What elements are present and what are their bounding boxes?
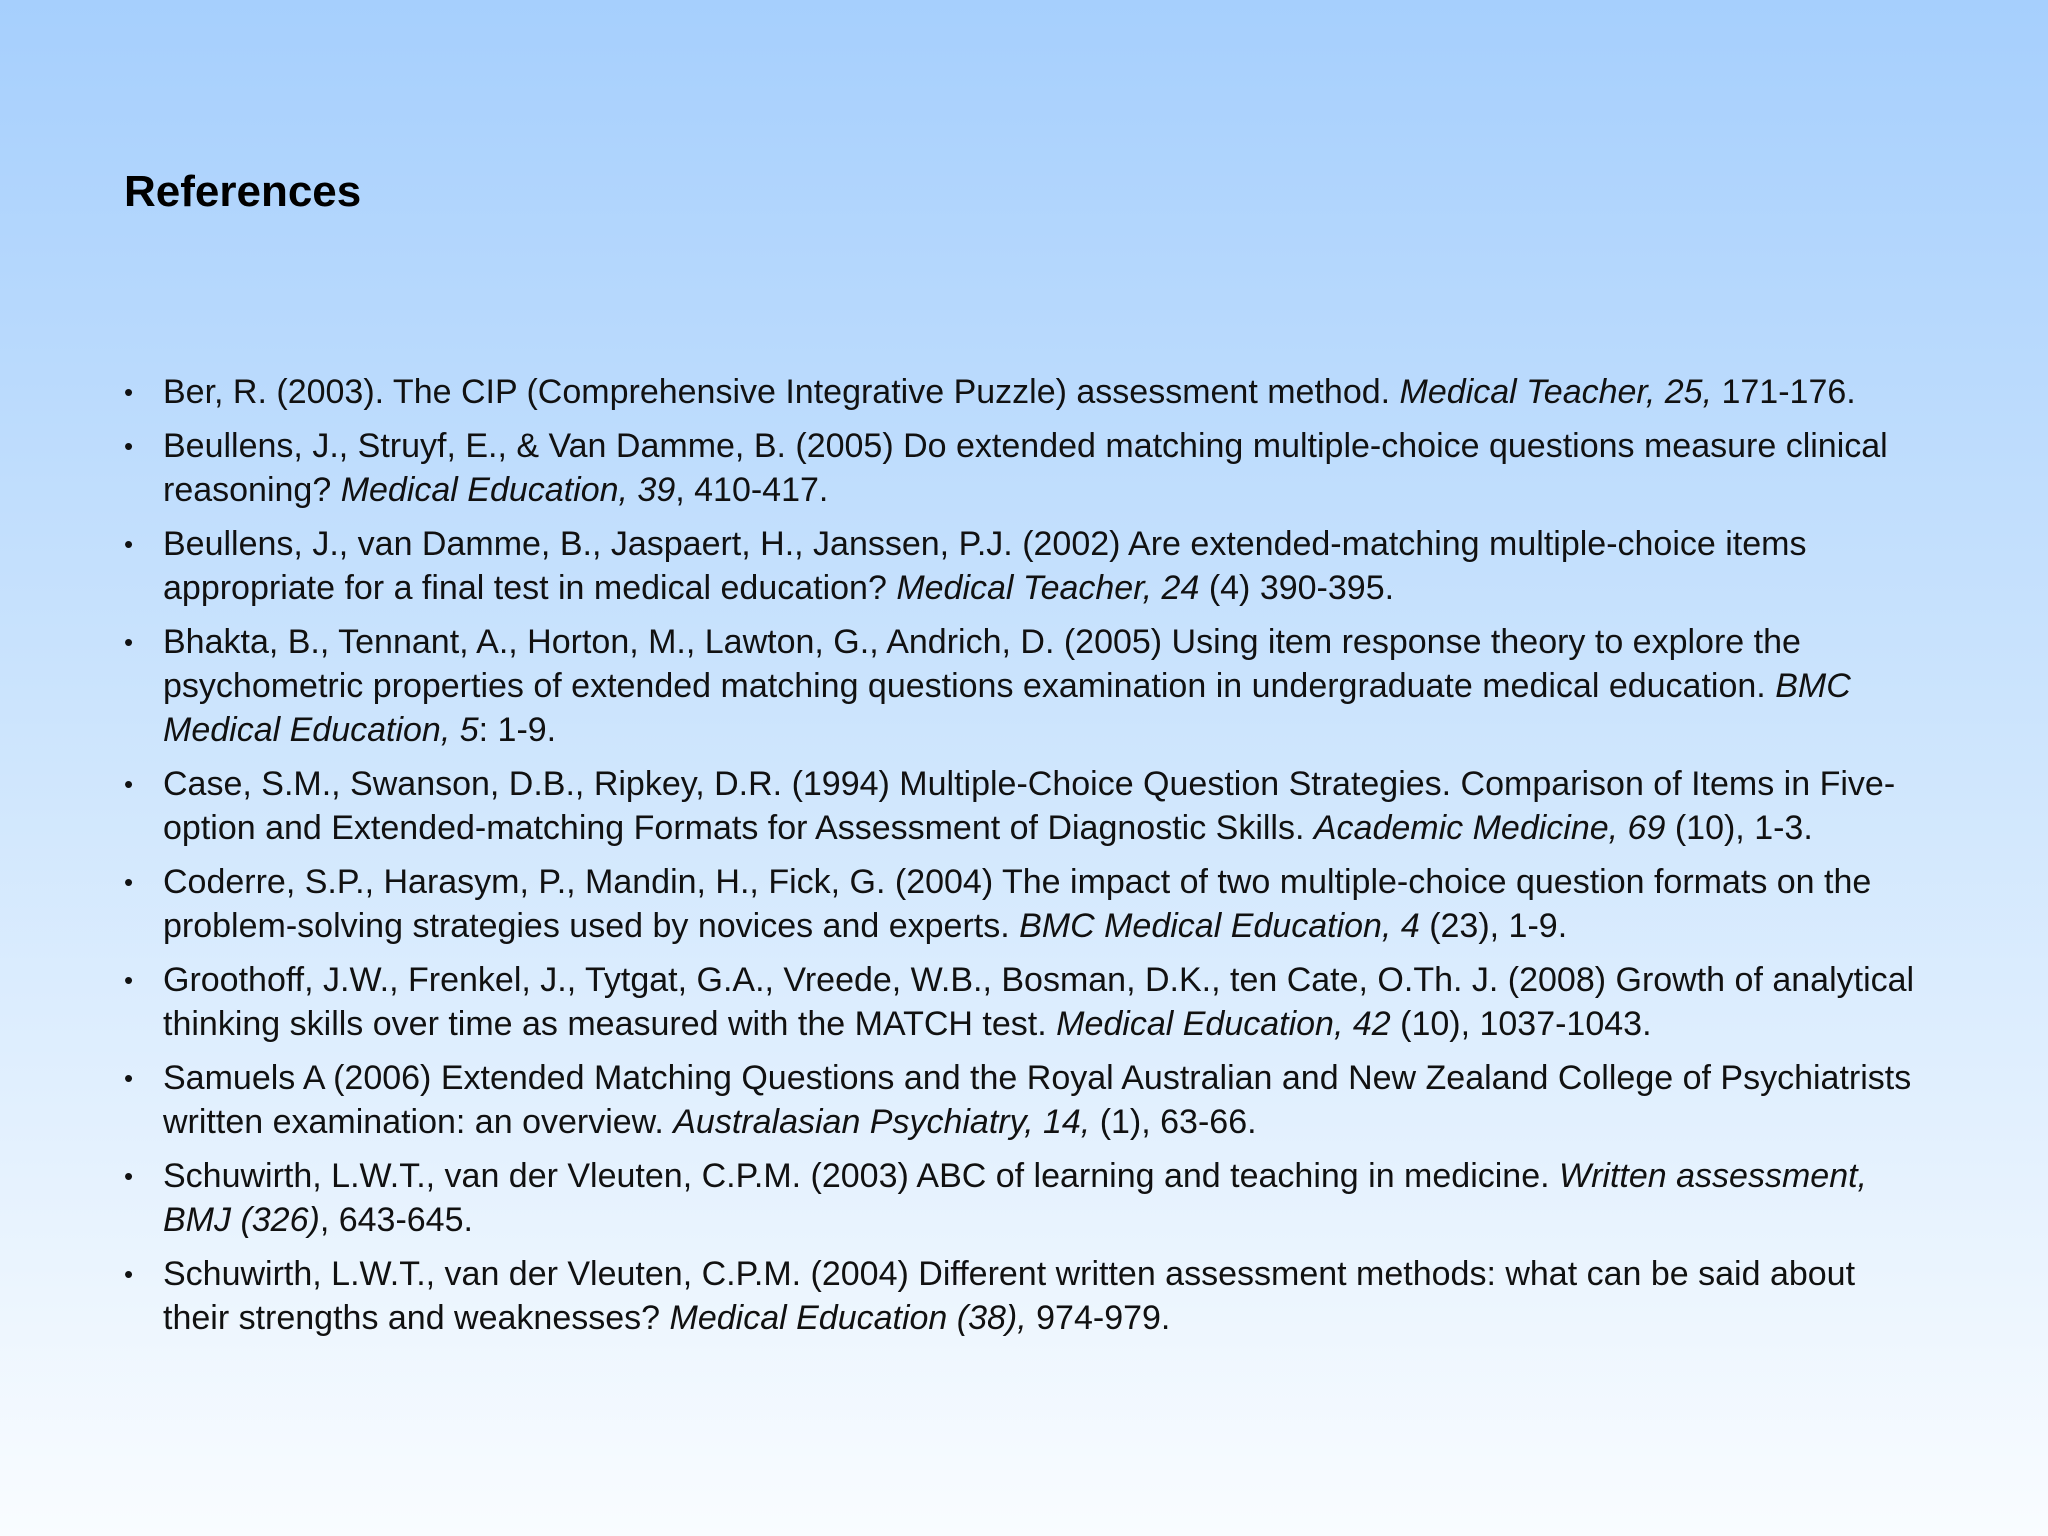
bullet-icon: • (124, 867, 134, 897)
reference-journal: Australasian Psychiatry, 14, (673, 1103, 1091, 1141)
reference-text: Schuwirth, L.W.T., van der Vleuten, C.P.M. (2003) ABC of learning and teaching in medicine. (163, 1157, 1560, 1195)
reference-text: Case, S.M., Swanson, D.B., Ripkey, D.R. (1994) Multiple-Choice Question Strategies. Comparison of Items in Five-option and Extended-matching Formats for Assessment of Diagnostic Skills. (163, 765, 1896, 847)
reference-pages: (23), 1-9. (1419, 907, 1568, 945)
reference-journal: BMC Medical Education, 4 (1019, 907, 1420, 945)
reference-pages: 171-176. (1712, 373, 1856, 411)
reference-text: Beullens, J., Struyf, E., & Van Damme, B. (2005) Do extended matching multiple-choice questions measure clinical reasoning? (163, 427, 1888, 509)
reference-item (124, 424, 1924, 512)
bullet-icon: • (124, 431, 134, 461)
reference-journal: Written assessment, BMJ (326) (163, 1157, 1867, 1239)
reference-item (124, 958, 1924, 1046)
reference-pages: (1), 63-66. (1090, 1103, 1257, 1141)
reference-item (124, 762, 1924, 850)
reference-item (124, 1056, 1924, 1144)
bullet-icon: • (124, 1259, 134, 1289)
reference-journal: Medical Teacher, 25, (1399, 373, 1713, 411)
bullet-icon: • (124, 627, 134, 657)
reference-text: Beullens, J., van Damme, B., Jaspaert, H., Janssen, P.J. (2002) Are extended-matching multiple-choice items appropriate for a final test in medical education? (163, 525, 1807, 607)
bullet-icon: • (124, 1161, 134, 1191)
reference-journal: Medical Teacher, 24 (896, 569, 1200, 607)
reference-item (124, 370, 1924, 414)
reference-pages: (10), 1-3. (1665, 809, 1813, 847)
reference-text: Coderre, S.P., Harasym, P., Mandin, H., Fick, G. (2004) The impact of two multiple-choice question formats on the problem-solving strategies used by novices and experts. (163, 863, 1872, 945)
reference-pages: , 410-417. (675, 471, 829, 509)
reference-pages: (10), 1037-1043. (1390, 1005, 1652, 1043)
bullet-icon: • (124, 529, 134, 559)
reference-item (124, 1154, 1924, 1242)
reference-pages: : 1-9. (478, 711, 557, 749)
reference-item (124, 620, 1924, 752)
reference-journal: Medical Education, 39 (340, 471, 676, 509)
reference-journal: Academic Medicine, 69 (1313, 809, 1666, 847)
reference-journal: BMC Medical Education, 5 (163, 667, 1851, 749)
reference-text: Groothoff, J.W., Frenkel, J., Tytgat, G.A., Vreede, W.B., Bosman, D.K., ten Cate, O.Th. J. (2008) Growth of analytical thinking skills over time as measured with the MATCH test. (163, 961, 1915, 1043)
reference-text: Ber, R. (2003). The CIP (Comprehensive Integrative Puzzle) assessment method. (163, 373, 1400, 411)
reference-journal: Medical Education (38), (669, 1299, 1027, 1337)
bullet-icon: • (124, 1063, 134, 1093)
reference-item (124, 1252, 1924, 1340)
bullet-icon: • (124, 965, 134, 995)
reference-list (124, 370, 1924, 1350)
reference-text: Bhakta, B., Tennant, A., Horton, M., Lawton, G., Andrich, D. (2005) Using item response theory to explore the psychometric properties of extended matching questions examination in undergraduate medical education. (163, 623, 1801, 705)
reference-pages: 974-979. (1026, 1299, 1171, 1337)
reference-item (124, 522, 1924, 610)
reference-text: Samuels A (2006) Extended Matching Questions and the Royal Australian and New Zealand College of Psychiatrists written examination: an overview. (163, 1059, 1912, 1141)
reference-item (124, 860, 1924, 948)
reference-pages: (4) 390-395. (1199, 569, 1395, 607)
slide-title: References (124, 167, 362, 216)
bullet-icon: • (124, 769, 134, 799)
reference-journal: Medical Education, 42 (1056, 1005, 1391, 1043)
reference-pages: , 643-645. (319, 1201, 473, 1239)
reference-text: Schuwirth, L.W.T., van der Vleuten, C.P.M. (2004) Different written assessment methods: what can be said about their strengths and weaknesses? (163, 1255, 1856, 1337)
bullet-icon: • (124, 377, 134, 407)
